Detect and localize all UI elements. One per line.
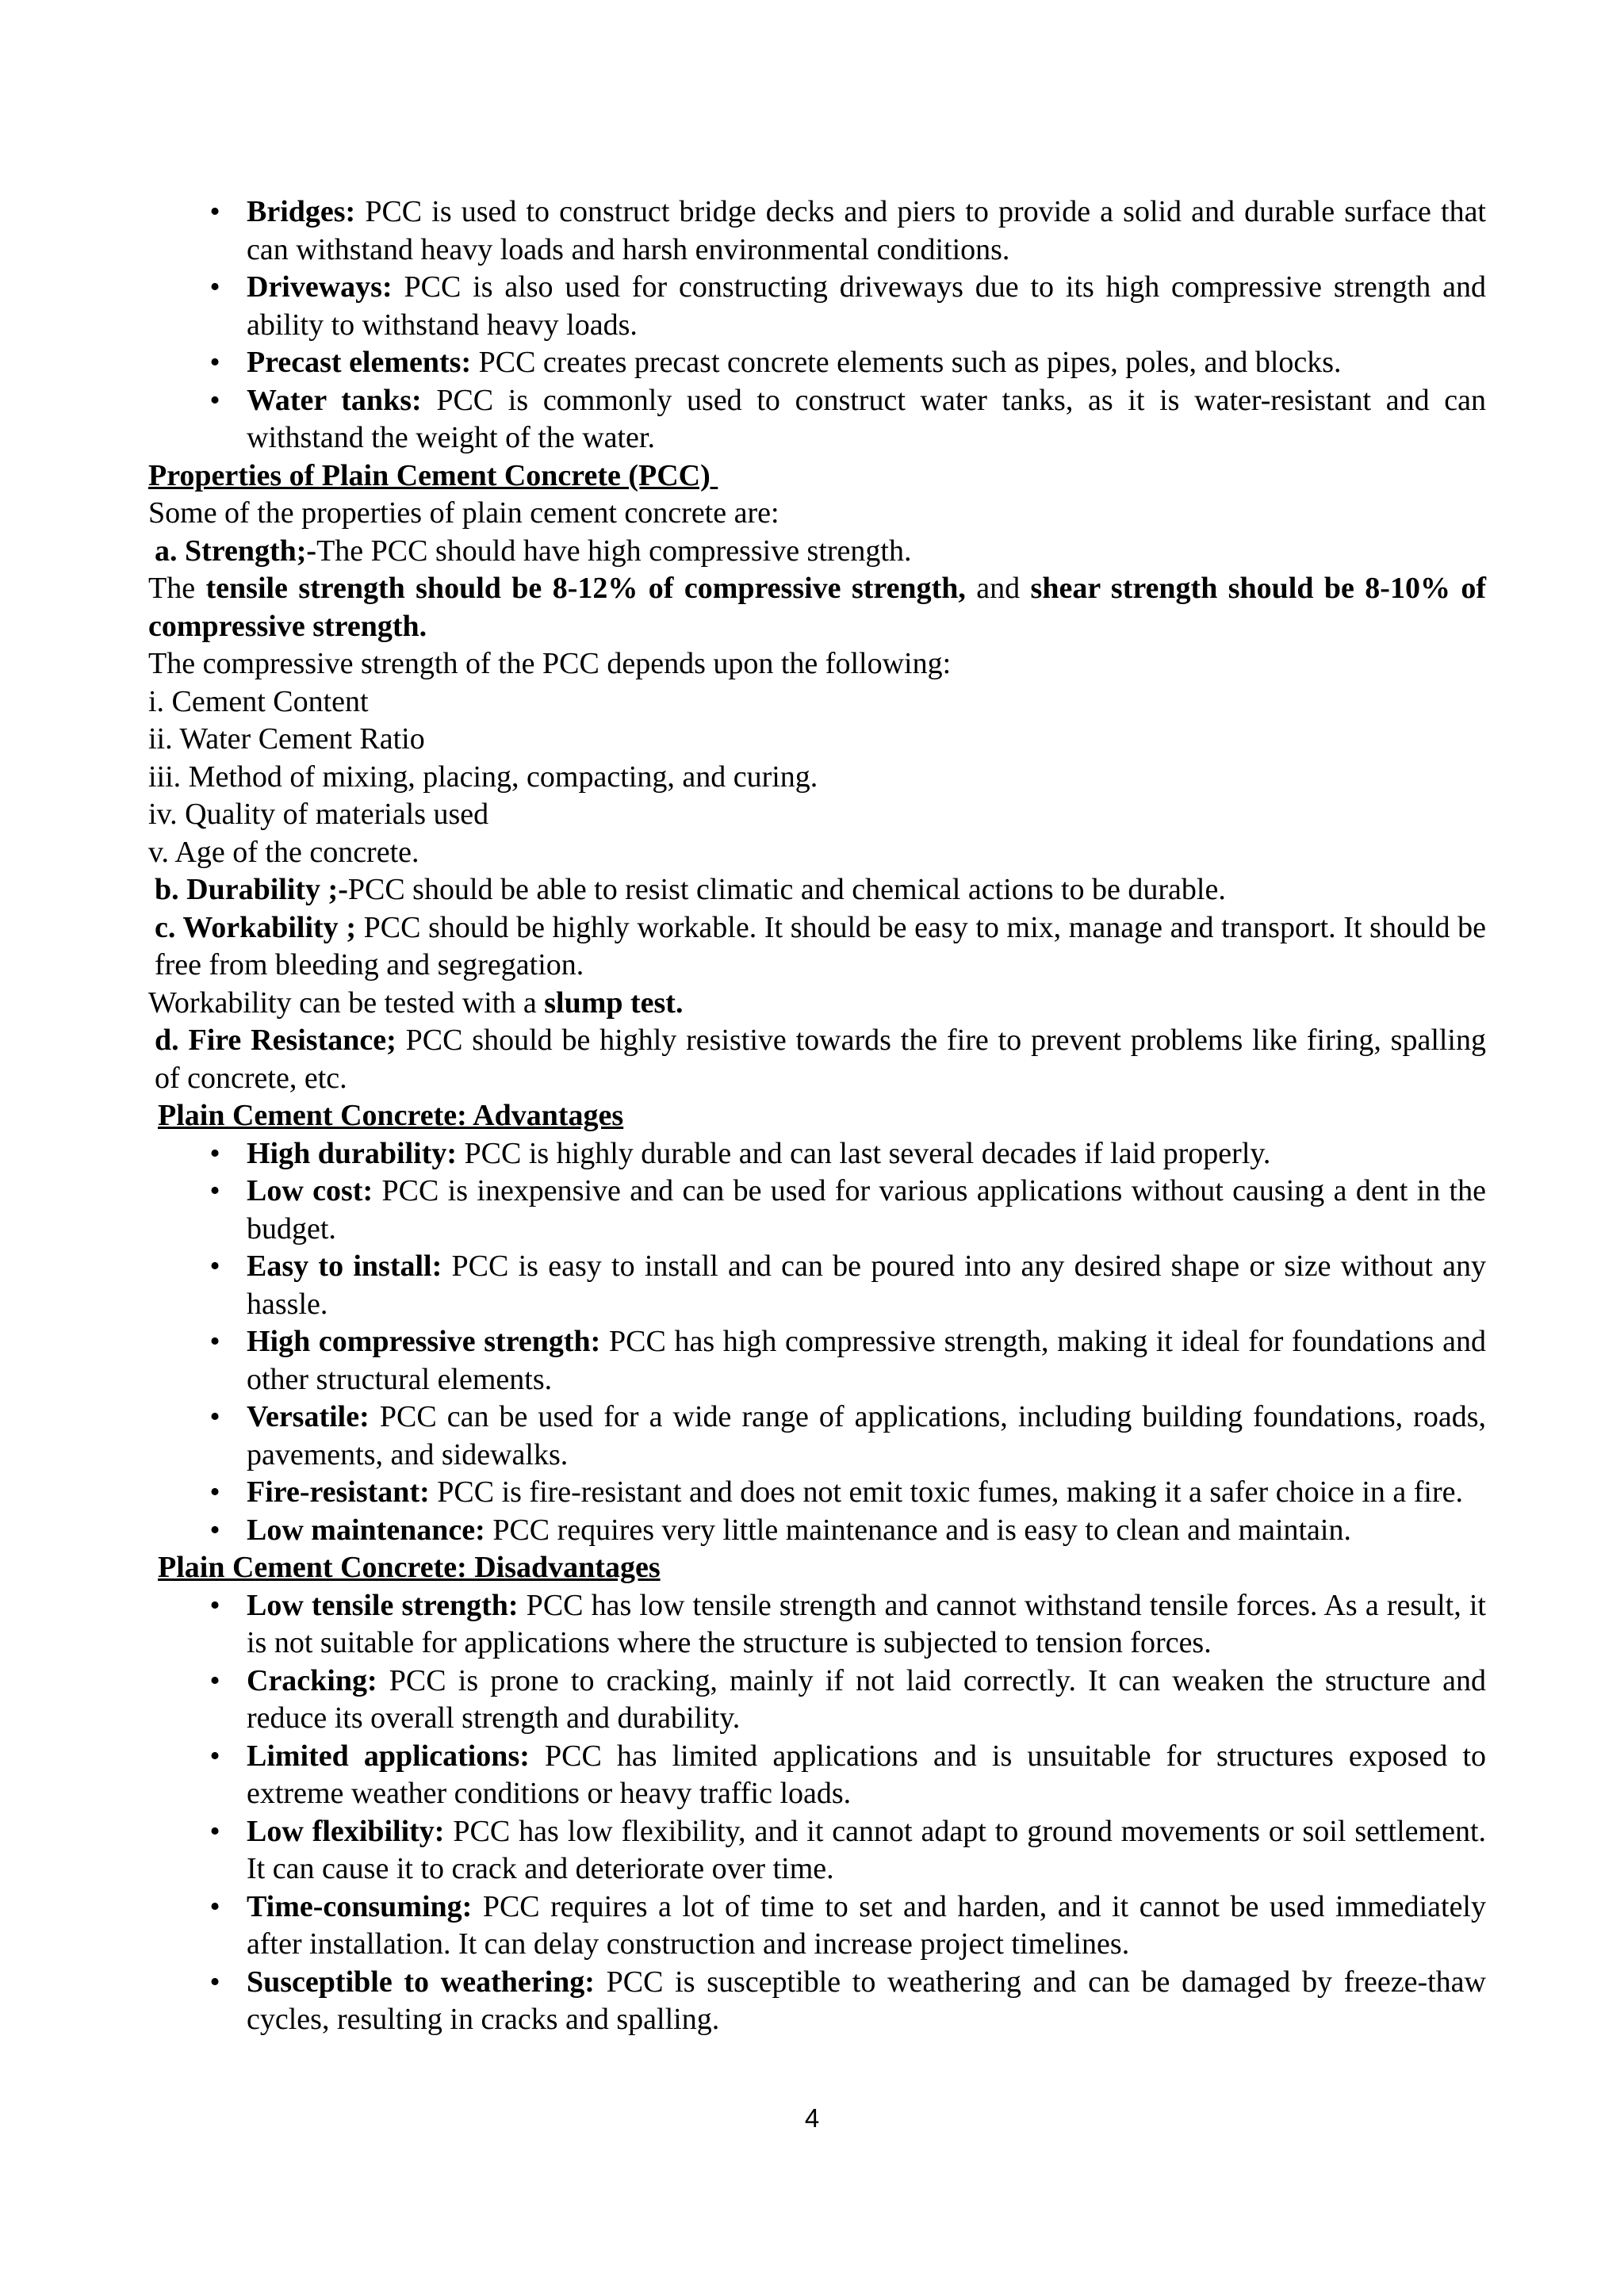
slump-bold: slump test. <box>544 985 684 1020</box>
slump-text: Workability can be tested with a <box>148 985 545 1020</box>
item-term: Limited applications: <box>247 1739 530 1773</box>
tensile-text-2: and <box>965 572 1031 605</box>
bullet-icon: • <box>209 195 220 228</box>
item-text: PCC has low tensile strength and cannot withstand tensile forces. As a result, it is not suitable for applications where the structure is subjected to tension forces. <box>247 1588 1486 1659</box>
list-item <box>148 1474 1486 1512</box>
item-text: PCC has high compressive strength, making it ideal for foundations and other structural elements. <box>247 1325 1486 1396</box>
bullet-icon: • <box>209 1513 220 1547</box>
tensile-bold-1: tensile strength should be 8-12% of compressive strength, <box>205 572 966 605</box>
list-item <box>148 382 1486 457</box>
bullet-icon: • <box>209 1475 220 1509</box>
list-item <box>148 1135 1486 1173</box>
bullet-icon: • <box>209 1400 220 1433</box>
list-item <box>148 1813 1486 1888</box>
list-item <box>148 1738 1486 1813</box>
workability-text: PCC should be highly workable. It should be easy to mix, manage and transport. It should be free from bleeding and segregation. <box>155 910 1486 982</box>
strength-label: a. Strength;- <box>155 534 317 568</box>
item-text: PCC has limited applications and is unsuitable for structures exposed to extreme weather conditions or heavy traffic loads. <box>247 1739 1486 1810</box>
item-text: PCC creates precast concrete elements such as pipes, poles, and blocks. <box>471 346 1342 379</box>
bullet-icon: • <box>209 1965 220 1999</box>
item-text: PCC requires a lot of time to set and harden, and it cannot be used immediately after installation. It can delay construction and increase project timelines. <box>247 1889 1486 1961</box>
item-text: PCC is highly durable and can last several decades if laid properly. <box>457 1136 1271 1170</box>
bullet-icon: • <box>209 346 220 379</box>
list-item <box>148 1248 1486 1323</box>
item-text: PCC is inexpensive and can be used for various applications without causing a dent in the budget. <box>247 1174 1486 1246</box>
document-page <box>148 193 1486 2039</box>
list-item <box>148 1173 1486 1248</box>
item-term: Time-consuming: <box>247 1889 473 1923</box>
item-term: Versatile: <box>247 1400 370 1433</box>
item-term: Low tensile strength: <box>247 1588 519 1622</box>
bullet-icon: • <box>209 1663 220 1697</box>
item-text: PCC is fire-resistant and does not emit toxic fumes, making it a safer choice in a fire. <box>429 1475 1464 1509</box>
tensile-bold-2: shear strength should be 8-10% of compressive strength. <box>148 572 1487 643</box>
depends-paragraph: The compressive strength of the PCC depends upon the following: <box>148 647 952 680</box>
fire-paragraph <box>148 1022 1486 1097</box>
workability-paragraph <box>148 909 1486 985</box>
list-item <box>148 269 1486 344</box>
list-item <box>148 1323 1486 1399</box>
item-text: PCC can be used for a wide range of applications, including building foundations, roads, pavements, and sidewalks. <box>247 1400 1486 1471</box>
list-item <box>148 1888 1486 1964</box>
item-term: Low maintenance: <box>247 1513 485 1547</box>
strength-text: The PCC should have high compressive strength. <box>316 534 912 568</box>
disadvantages-list <box>148 1587 1486 2039</box>
fire-text: PCC should be highly resistive towards the fire to prevent problems like firing, spalling of concrete, etc. <box>155 1024 1486 1095</box>
slump-paragraph <box>148 985 1486 1023</box>
list-item <box>148 344 1486 382</box>
tensile-paragraph <box>148 570 1486 645</box>
durability-paragraph <box>148 871 1486 909</box>
item-text: PCC is easy to install and can be poured into any desired shape or size without any hassle. <box>247 1249 1486 1321</box>
item-term: High compressive strength: <box>247 1325 601 1358</box>
factor-item: v. Age of the concrete. <box>148 835 419 869</box>
item-term: Driveways: <box>247 270 393 304</box>
item-term: Cracking: <box>247 1663 377 1697</box>
item-text: PCC is commonly used to construct water tanks, as it is water-resistant and can withstand the weight of the water. <box>247 383 1486 454</box>
properties-heading: Properties of Plain Cement Concrete (PCC) <box>148 458 718 492</box>
advantages-heading: Plain Cement Concrete: Advantages <box>158 1099 624 1132</box>
list-item <box>148 1512 1486 1550</box>
bullet-icon: • <box>209 1249 220 1283</box>
fire-label: d. Fire Resistance; <box>155 1024 396 1057</box>
list-item <box>148 1964 1486 2039</box>
item-text: PCC is susceptible to weathering and can be damaged by freeze-thaw cycles, resulting in cracks and spalling. <box>247 1965 1486 2036</box>
advantages-list <box>148 1135 1486 1550</box>
disadvantages-heading: Plain Cement Concrete: Disadvantages <box>158 1551 661 1584</box>
list-item <box>148 1399 1486 1474</box>
item-term: Easy to install: <box>247 1249 442 1283</box>
bullet-icon: • <box>209 1588 220 1622</box>
factor-item: ii. Water Cement Ratio <box>148 722 425 756</box>
strength-paragraph <box>148 533 1486 571</box>
item-term: Low cost: <box>247 1174 373 1207</box>
bullet-icon: • <box>209 383 220 417</box>
list-item <box>148 193 1486 269</box>
factor-item: i. Cement Content <box>148 684 369 718</box>
item-term: High durability: <box>247 1136 457 1170</box>
uses-list <box>148 193 1486 457</box>
bullet-icon: • <box>209 1136 220 1170</box>
durability-label: b. Durability ;- <box>155 873 348 906</box>
bullet-icon: • <box>209 1325 220 1358</box>
workability-label: c. Workability ; <box>155 910 356 944</box>
item-text: PCC is prone to cracking, mainly if not laid correctly. It can weaken the structure and reduce its overall strength and durability. <box>247 1663 1486 1735</box>
item-term: Fire-resistant: <box>247 1475 430 1509</box>
list-item <box>148 1587 1486 1663</box>
item-text: PCC is used to construct bridge decks and piers to provide a solid and durable surface that can withstand heavy loads and harsh environmental conditions. <box>247 195 1486 266</box>
item-text: PCC has low flexibility, and it cannot adapt to ground movements or soil settlement. It can cause it to crack and deteriorate over time. <box>247 1814 1486 1885</box>
list-item <box>148 1663 1486 1738</box>
bullet-icon: • <box>209 1739 220 1773</box>
bullet-icon: • <box>209 1174 220 1207</box>
item-text: PCC is also used for constructing driveways due to its high compressive strength and ability to withstand heavy loads. <box>247 270 1486 342</box>
item-term: Precast elements: <box>247 346 472 379</box>
factor-item: iv. Quality of materials used <box>148 798 489 831</box>
properties-intro: Some of the properties of plain cement concrete are: <box>148 496 779 530</box>
bullet-icon: • <box>209 270 220 304</box>
item-text: PCC requires very little maintenance and is easy to clean and maintain. <box>485 1513 1351 1547</box>
item-term: Low flexibility: <box>247 1814 445 1848</box>
durability-text: PCC should be able to resist climatic and chemical actions to be durable. <box>347 873 1226 906</box>
page-number: 4 <box>804 2103 820 2133</box>
bullet-icon: • <box>209 1814 220 1848</box>
item-term: Water tanks: <box>247 383 422 417</box>
factor-item: iii. Method of mixing, placing, compacting, and curing. <box>148 760 818 794</box>
bullet-icon: • <box>209 1889 220 1923</box>
item-term: Bridges: <box>247 195 356 228</box>
item-term: Susceptible to weathering: <box>247 1965 595 1999</box>
tensile-text-1: The <box>148 572 206 605</box>
